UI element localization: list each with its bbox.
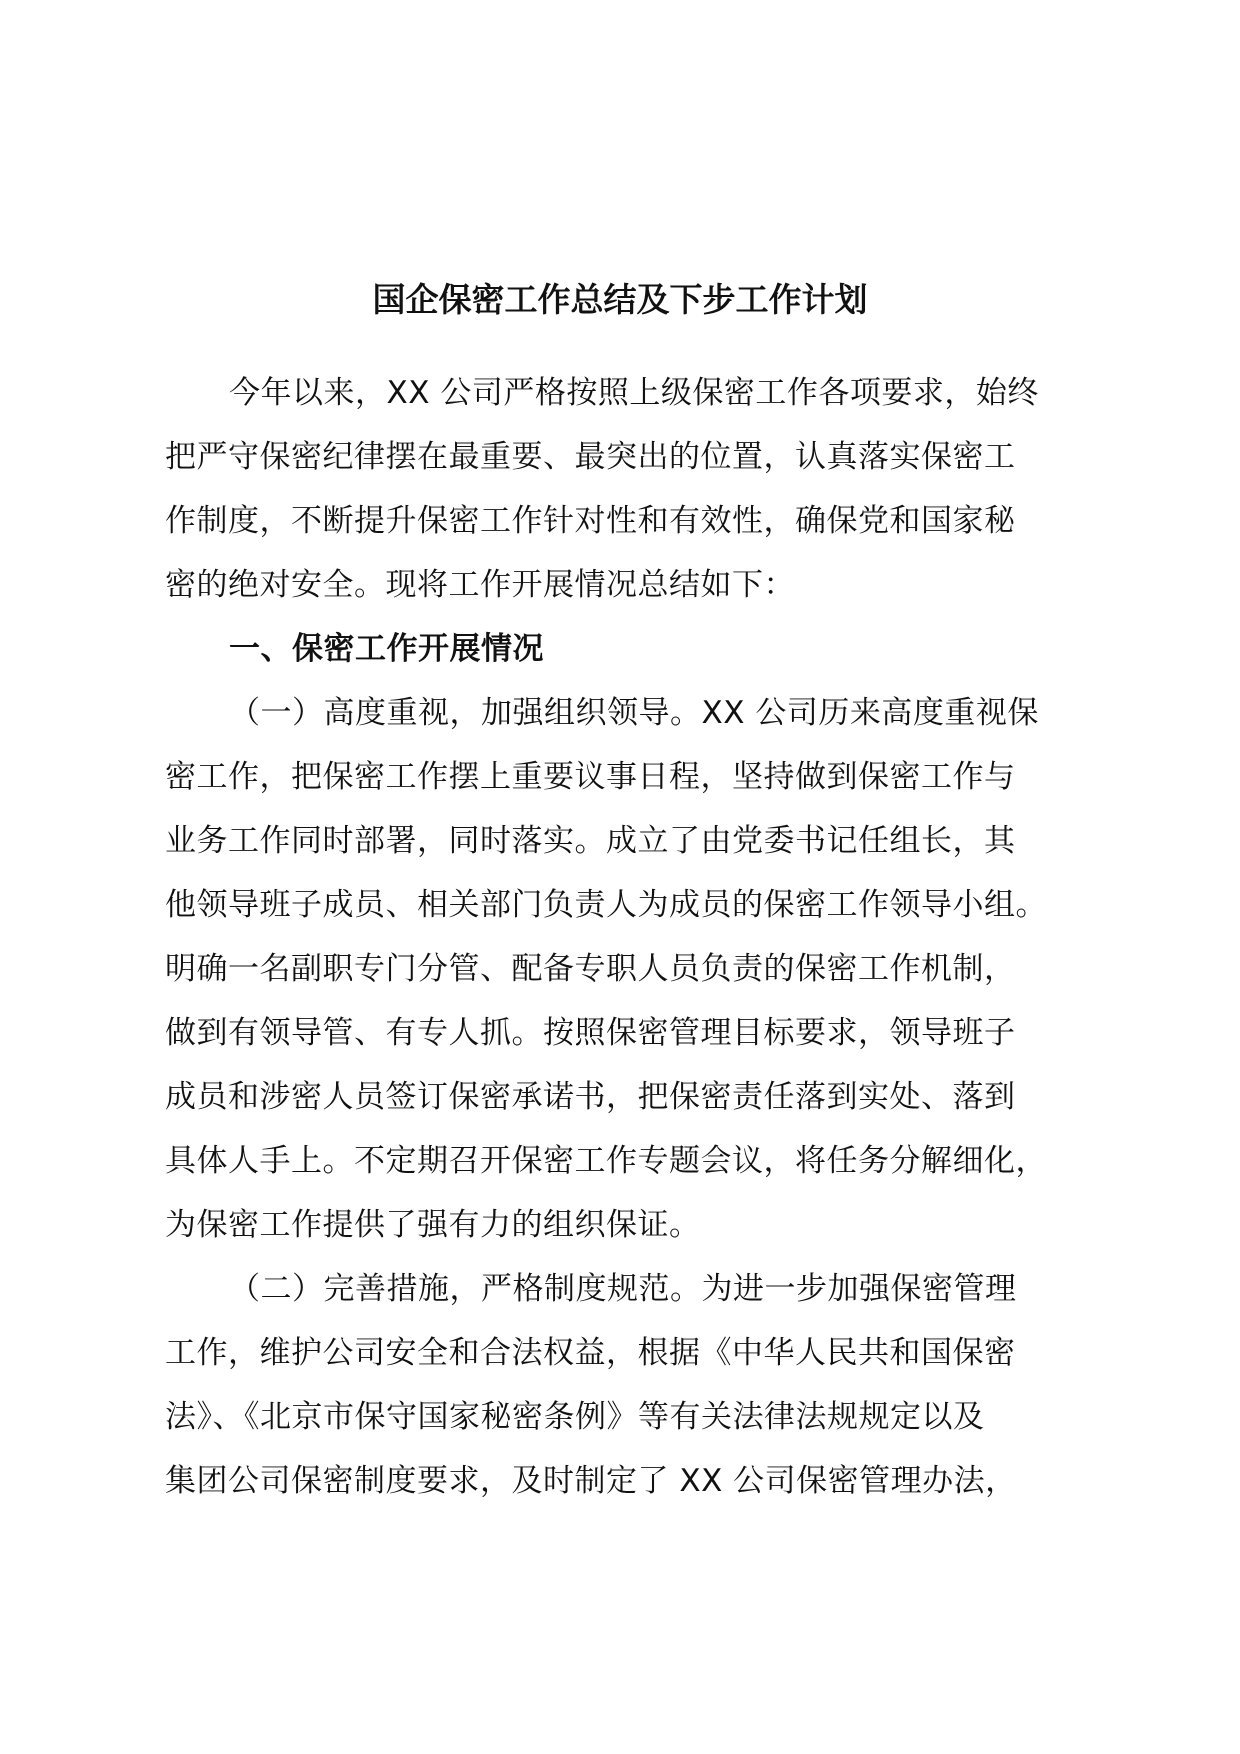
paragraph-1-line-3: 业务工作同时部署，同时落实。成立了由党委书记任组长，其 bbox=[165, 823, 1016, 859]
paragraph-1-line-1: （一）高度重视，加强组织领导。XX 公司历来高度重视保 bbox=[229, 695, 1039, 731]
document-title: 国企保密工作总结及下步工作计划 bbox=[372, 280, 868, 319]
paragraph-intro-line-1: 今年以来，XX 公司严格按照上级保密工作各项要求，始终 bbox=[229, 375, 1039, 411]
paragraph-2-line-2: 工作，维护公司安全和合法权益，根据《中华人民共和国保密 bbox=[165, 1335, 1016, 1371]
paragraph-intro-line-4: 密的绝对安全。现将工作开展情况总结如下： bbox=[165, 567, 795, 603]
paragraph-1-line-5: 明确一名副职专门分管、配备专职人员负责的保密工作机制， bbox=[165, 951, 1016, 987]
paragraph-1-line-9: 为保密工作提供了强有力的组织保证。 bbox=[165, 1207, 701, 1243]
paragraph-1-line-4: 他领导班子成员、相关部门负责人为成员的保密工作领导小组。 bbox=[165, 887, 1047, 923]
paragraph-2-line-3: 法》、《北京市保守国家秘密条例》等有关法律法规规定以及 bbox=[165, 1399, 985, 1435]
paragraph-1-line-7: 成员和涉密人员签订保密承诺书，把保密责任落到实处、落到 bbox=[165, 1079, 1016, 1115]
paragraph-2-line-4: 集团公司保密制度要求，及时制定了 XX 公司保密管理办法， bbox=[165, 1463, 1017, 1499]
paragraph-intro-line-3: 作制度，不断提升保密工作针对性和有效性，确保党和国家秘 bbox=[165, 503, 1016, 539]
section-heading-1: 一、保密工作开展情况 bbox=[229, 631, 544, 667]
paragraph-1-line-6: 做到有领导管、有专人抓。按照保密管理目标要求，领导班子 bbox=[165, 1015, 1016, 1051]
paragraph-2-line-1: （二）完善措施，严格制度规范。为进一步加强保密管理 bbox=[229, 1271, 1017, 1307]
paragraph-1-line-2: 密工作，把保密工作摆上重要议事日程，坚持做到保密工作与 bbox=[165, 759, 1016, 795]
paragraph-1-line-8: 具体人手上。不定期召开保密工作专题会议，将任务分解细化， bbox=[165, 1143, 1047, 1179]
document-body bbox=[165, 370, 1125, 1522]
paragraph-intro-line-2: 把严守保密纪律摆在最重要、最突出的位置，认真落实保密工 bbox=[165, 439, 1016, 475]
